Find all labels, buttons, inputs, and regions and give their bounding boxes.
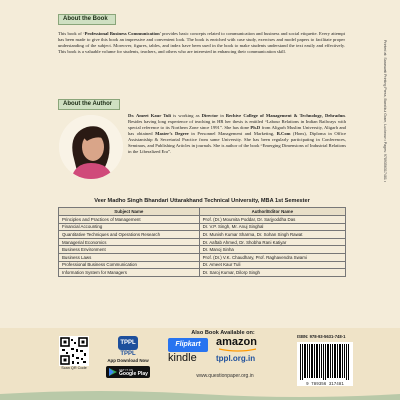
amazon-logo[interactable] (216, 336, 278, 352)
table-row (59, 269, 346, 277)
syllabus-title: Veer Madho Singh Bhandari Uttarakhand Technical University, MBA 1st Semester (94, 198, 310, 204)
author-cell: Prof. (Dr.) Moumita Poddar, Dr. Sarjyoddha Das (199, 216, 345, 224)
amazon-smile-icon (218, 348, 258, 352)
barcode (297, 342, 353, 386)
app-download-label: App Download Now (107, 358, 149, 363)
table-row (59, 223, 346, 231)
isbn-label: ISBN: 978-93-5631-748-1 (297, 334, 346, 339)
gplay-line1: GET IT ON (119, 367, 133, 372)
scan-qr-label: Scan QR Code (61, 366, 87, 370)
amazon-text: amazon (216, 336, 257, 348)
author-cell: Dr. V.P. Singh, Mr. Anuj Singhal (199, 223, 345, 231)
barcode-number: 9 789356 317481 (306, 383, 344, 387)
table-row (59, 231, 346, 239)
subject-cell: Financial Accounting (59, 223, 200, 231)
tppl-logo: TPPL (118, 336, 138, 350)
kindle-logo[interactable]: kindle (168, 352, 197, 364)
subject-cell: Managerial Economics (59, 238, 200, 246)
author-name: Dr. Ameet Kaur Tuli (128, 113, 171, 118)
qr-code[interactable] (59, 336, 89, 366)
subject-cell: Quantitative Techniques and Operations Research (59, 231, 200, 239)
author-bio: Dr. Ameet Kaur Tuli is working as Director in Bechive College of Management & Technology, Dehradun. Besides having long experience of teaching in HR her thesis is entitled “Labour Relations in Indian Railways with special reference to its Northern Zone since 1991”. She has done Ph.D from Aligarh Muslim University, Aligarh and has obtained Master’s Degree in Personnel Management and Marketing, B.Com (Hons), Diploma in Office Assistantship & Secretarial Practice from same University. She has been regularly participating in Conferences, Seminars, and Publishing Articles in journals. She is author of the book “Emerging Dimensions of Industrial Relations in the Liberalized Era”. (128, 113, 347, 154)
tppl-name: TPPL (120, 351, 136, 357)
table-row (59, 238, 346, 246)
about-book-text: This book of ‘Professional Business Communication’ provides basic concepts related to communication and business and social etiquette. Every attempt has been made to give this book an impressive and convenient look. The book is enriched with case study, exercises and model papers to facilitate proper understanding of the subject. Moreover, figures, tables, and index have been used in the book to make students understand the text easily and effectively. This book is a valuable volume for students, teachers, and others who are interested in enhancing their communication skill. (58, 31, 346, 55)
spine-print-info: Printed at: Saraswati Printing Press, Bandikui Gram, Lucknow • Pages: 9789356317481 • (383, 40, 387, 183)
also-available-label: Also Book Available on: (191, 330, 255, 336)
play-store-icon (109, 368, 117, 376)
about-author-heading: About the Author (58, 99, 120, 110)
subject-cell: Business Laws (59, 253, 200, 261)
book-title: Professional Business Communication (84, 31, 160, 36)
subject-cell: Principles and Practices of Management (59, 216, 200, 224)
about-book-heading: About the Book (58, 14, 116, 25)
author-cell: Dr. Manoj Sinha (199, 246, 345, 254)
table-row (59, 246, 346, 254)
questionpaper-website[interactable]: www.questionpaper.org.in (196, 373, 254, 379)
table-header-row (59, 208, 346, 216)
author-cell: Dr. Saroj Kumar, Dilorp Singh (199, 269, 345, 277)
author-photo (59, 115, 123, 179)
table-row (59, 216, 346, 224)
author-cell: Dr. Munish Kumar Sharma, Dr. Sohan Singh Rawat (199, 231, 345, 239)
subject-cell: Business Environment (59, 246, 200, 254)
table-row (59, 253, 346, 261)
table-row (59, 261, 346, 269)
author-cell: Dr. Aaftab Ahmed, Dr. Shobha Rani Katiyar (199, 238, 345, 246)
gplay-line2: Google Play (119, 370, 148, 377)
column-header: Subject Name (59, 208, 200, 216)
footer-wave (0, 388, 400, 400)
flipkart-logo[interactable]: Flipkart (168, 338, 208, 352)
author-cell: Dr. Ameet Kaur Tuli (199, 261, 345, 269)
column-header: Author/Editor Name (199, 208, 345, 216)
author-cell: Prof. (Dr.) V.K. Chaudhary, Prof. Raghavendra Swami (199, 253, 345, 261)
tppl-website[interactable]: tppl.org.in (216, 354, 256, 363)
subject-cell: Professional Business Communication (59, 261, 200, 269)
syllabus-table (58, 207, 346, 277)
subject-cell: Information System for Managers (59, 269, 200, 277)
google-play-badge[interactable] (106, 366, 150, 378)
